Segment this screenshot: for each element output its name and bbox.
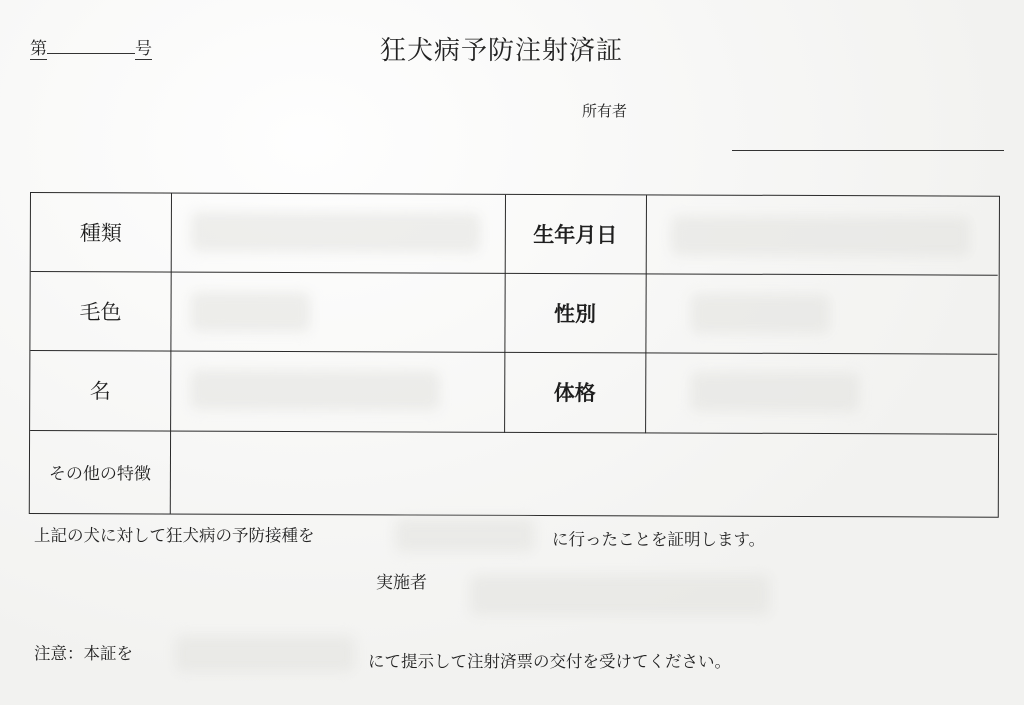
certificate-title: 狂犬病予防注射済証 bbox=[380, 36, 624, 66]
breed-label: 種類 bbox=[79, 221, 122, 246]
statement-text-start: 上記の犬に対して狂犬病の予防接種を bbox=[34, 526, 315, 545]
build-label: 体格 bbox=[553, 381, 596, 406]
birthdate-label: 生年月日 bbox=[533, 222, 618, 248]
certificate-number bbox=[30, 34, 152, 59]
redacted-breed bbox=[191, 212, 481, 253]
redacted-office bbox=[175, 636, 355, 672]
implementer-label: 実施者 bbox=[376, 573, 427, 593]
redacted-implementer bbox=[470, 575, 770, 615]
sex-label: 性別 bbox=[553, 301, 597, 326]
redacted-vaccination-date bbox=[395, 518, 535, 552]
number-prefix: 第 bbox=[30, 39, 47, 59]
number-suffix: 号 bbox=[135, 39, 152, 59]
number-blank bbox=[47, 53, 135, 54]
redacted-name bbox=[190, 370, 440, 411]
redacted-coat-color bbox=[190, 292, 310, 332]
notice-text-end: にて提示して注射済票の交付を受けてください。 bbox=[368, 652, 731, 671]
owner-signature-line bbox=[732, 150, 1004, 151]
name-label: 名 bbox=[89, 379, 111, 404]
owner-label: 所有者 bbox=[582, 102, 628, 120]
dog-info-table bbox=[29, 192, 1000, 518]
redacted-build bbox=[690, 372, 860, 413]
notice-text-start: 注意：本証を bbox=[34, 644, 133, 663]
other-features-label: その他の特徴 bbox=[48, 464, 151, 485]
redacted-sex bbox=[690, 294, 830, 335]
statement-text-end: に行ったことを証明します。 bbox=[552, 530, 766, 549]
coat-color-label: 毛色 bbox=[79, 299, 122, 324]
redacted-birthdate bbox=[671, 215, 971, 256]
